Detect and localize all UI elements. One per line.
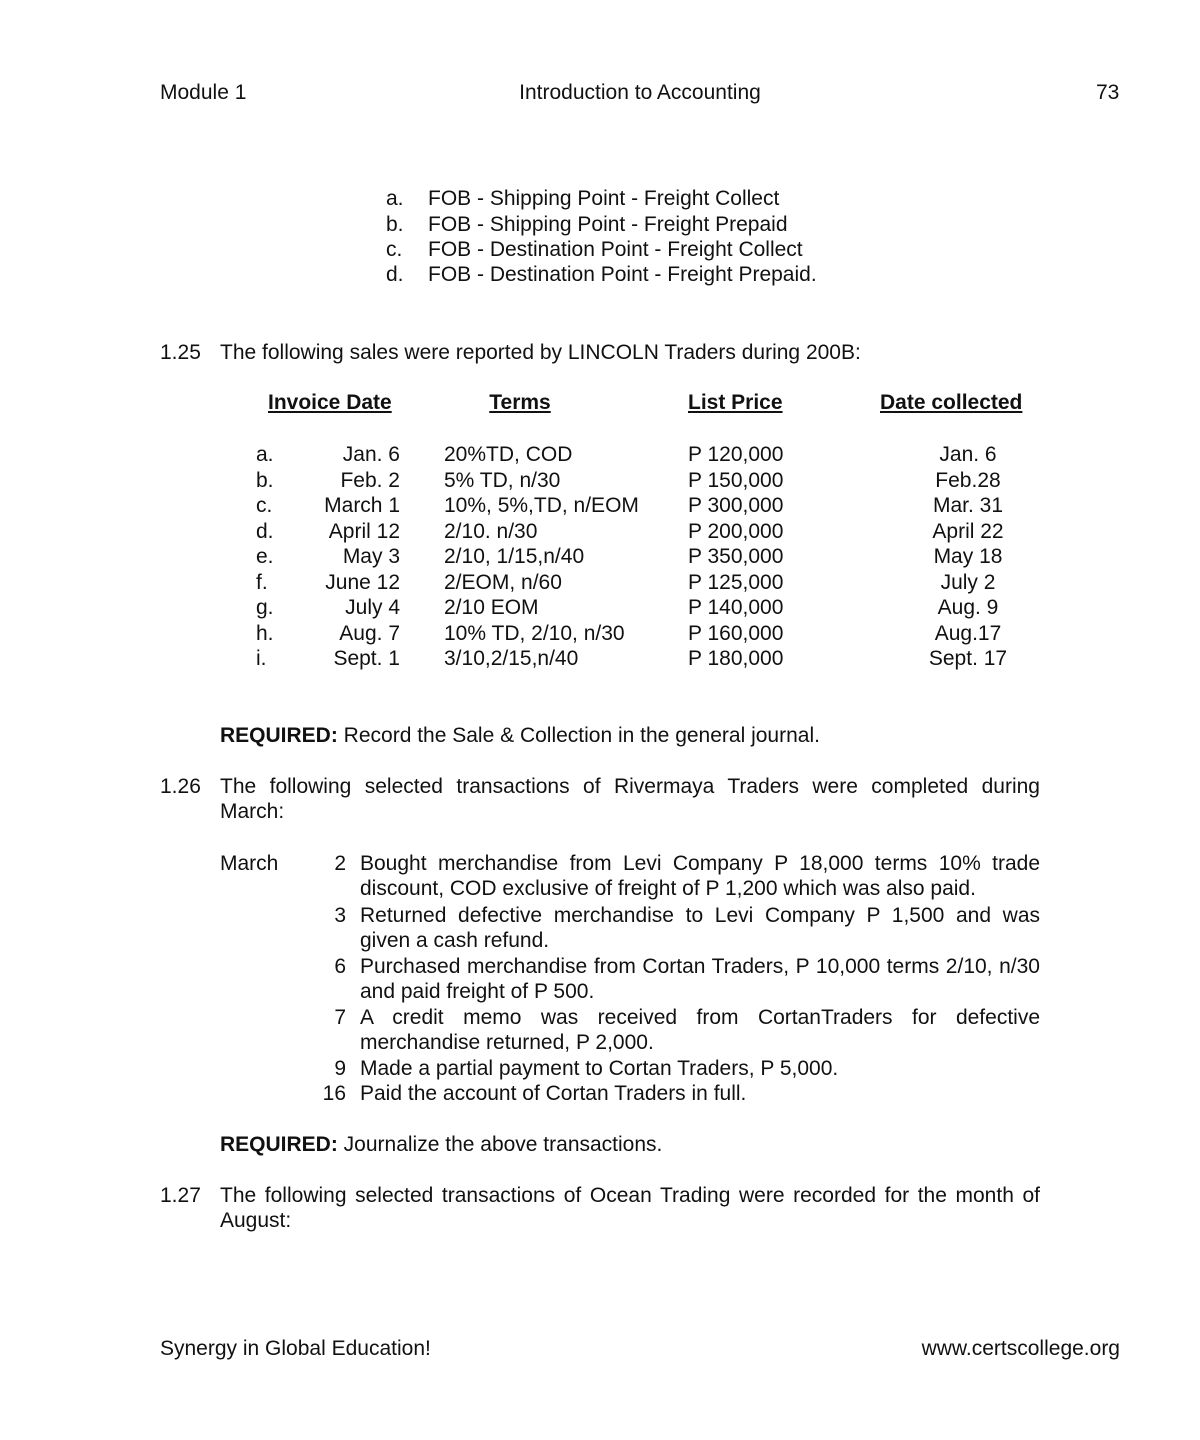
required-instruction (220, 1132, 662, 1157)
row-letter: g. (256, 596, 274, 619)
list-price-cell: P 150,000 (688, 469, 784, 492)
required-text: Record the Sale & Collection in the general journal. (337, 724, 820, 747)
option-letter: a. (386, 187, 404, 210)
option-letter: b. (386, 213, 404, 236)
date-collected-cell: April 22 (932, 520, 1004, 543)
terms-cell: 2/10, 1/15,n/40 (444, 545, 585, 568)
option-letter: d. (386, 263, 404, 286)
required-label: REQUIRED: (220, 1133, 338, 1156)
transaction-day: 9 (334, 1057, 346, 1080)
row-letter: c. (256, 494, 273, 517)
row-letter: i. (256, 647, 267, 670)
column-header-invoice-date: Invoice Date (268, 391, 392, 414)
terms-cell: 2/10. n/30 (444, 520, 538, 543)
list-price-cell: P 200,000 (688, 520, 784, 543)
terms-cell: 10% TD, 2/10, n/30 (444, 622, 625, 645)
terms-cell: 20%TD, COD (444, 443, 573, 466)
page-number: 73 (1096, 81, 1120, 104)
question-text: The following sales were reported by LINCOLN Traders during 200B: (220, 341, 861, 364)
list-price-cell: P 350,000 (688, 545, 784, 568)
terms-cell: 2/10 EOM (444, 596, 539, 619)
required-text: Journalize the above transactions. (337, 1133, 663, 1156)
list-price-cell: P 120,000 (688, 443, 784, 466)
row-letter: h. (256, 622, 274, 645)
column-header-terms: Terms (489, 391, 551, 414)
list-price-cell: P 125,000 (688, 571, 784, 594)
date-collected-cell: Jan. 6 (939, 443, 997, 466)
date-collected-cell: May 18 (933, 545, 1003, 568)
question-text: The following selected transactions of Rivermaya Traders were completed during March: (220, 775, 1040, 824)
transaction-day: 3 (334, 904, 346, 927)
list-price-cell: P 140,000 (688, 596, 784, 619)
terms-cell: 2/EOM, n/60 (444, 571, 562, 594)
header-title: Introduction to Accounting (519, 81, 761, 104)
transaction-text: Made a partial payment to Cortan Traders, P 5,000. (360, 1057, 839, 1080)
row-letter: f. (256, 571, 268, 594)
option-text: FOB - Destination Point - Freight Collect (428, 238, 803, 261)
date-collected-cell: July 2 (940, 571, 996, 594)
invoice-date-cell: May 3 (342, 545, 400, 568)
date-collected-cell: Mar. 31 (932, 494, 1004, 517)
footer-website: www.certscollege.org (921, 1337, 1120, 1360)
question-number: 1.25 (160, 341, 201, 364)
list-price-cell: P 160,000 (688, 622, 784, 645)
option-text: FOB - Shipping Point - Freight Prepaid (428, 213, 788, 236)
date-collected-cell: Aug. 9 (937, 596, 999, 619)
row-letter: a. (256, 443, 274, 466)
invoice-date-cell: Feb. 2 (340, 469, 400, 492)
invoice-date-cell: March 1 (324, 494, 400, 517)
question-text: The following selected transactions of Ocean Trading were recorded for the month of August: (220, 1184, 1040, 1233)
option-text: FOB - Destination Point - Freight Prepaid. (428, 263, 817, 286)
footer-slogan: Synergy in Global Education! (160, 1337, 431, 1360)
transaction-text: Purchased merchandise from Cortan Traders, P 10,000 terms 2/10, n/30 and paid freight of P 500. (360, 955, 1040, 1004)
option-letter: c. (386, 238, 403, 261)
list-price-cell: P 180,000 (688, 647, 784, 670)
row-letter: b. (256, 469, 274, 492)
invoice-date-cell: April 12 (328, 520, 400, 543)
transaction-day: 7 (334, 1006, 346, 1029)
transaction-text: Paid the account of Cortan Traders in full. (360, 1082, 747, 1105)
column-header-date-collected: Date collected (880, 391, 1023, 414)
question-number: 1.26 (160, 775, 201, 798)
invoice-date-cell: Sept. 1 (333, 647, 400, 670)
date-collected-cell: Aug.17 (934, 622, 1002, 645)
header-module: Module 1 (160, 81, 247, 104)
transaction-day: 16 (322, 1082, 346, 1105)
invoice-date-cell: June 12 (325, 571, 400, 594)
date-collected-cell: Sept. 17 (928, 647, 1008, 670)
required-label: REQUIRED: (220, 724, 338, 747)
transaction-text: A credit memo was received from CortanTraders for defective merchandise returned, P 2,000. (360, 1006, 1040, 1055)
invoice-date-cell: Jan. 6 (342, 443, 400, 466)
transaction-text: Returned defective merchandise to Levi Company P 1,500 and was given a cash refund. (360, 904, 1040, 953)
question-number: 1.27 (160, 1184, 201, 1207)
row-letter: e. (256, 545, 274, 568)
terms-cell: 5% TD, n/30 (444, 469, 561, 492)
invoice-date-cell: Aug. 7 (339, 622, 400, 645)
invoice-date-cell: July 4 (345, 596, 400, 619)
row-letter: d. (256, 520, 274, 543)
transaction-day: 2 (334, 852, 346, 875)
column-header-list-price: List Price (688, 391, 783, 414)
terms-cell: 3/10,2/15,n/40 (444, 647, 579, 670)
date-collected-cell: Feb.28 (935, 469, 1001, 492)
transaction-day: 6 (334, 955, 346, 978)
list-price-cell: P 300,000 (688, 494, 784, 517)
required-instruction (220, 723, 820, 748)
option-text: FOB - Shipping Point - Freight Collect (428, 187, 780, 210)
transaction-text: Bought merchandise from Levi Company P 18,000 terms 10% trade discount, COD exclusive of freight of P 1,200 which was also paid. (360, 852, 1040, 901)
terms-cell: 10%, 5%,TD, n/EOM (444, 494, 639, 517)
month-label: March (220, 852, 279, 875)
